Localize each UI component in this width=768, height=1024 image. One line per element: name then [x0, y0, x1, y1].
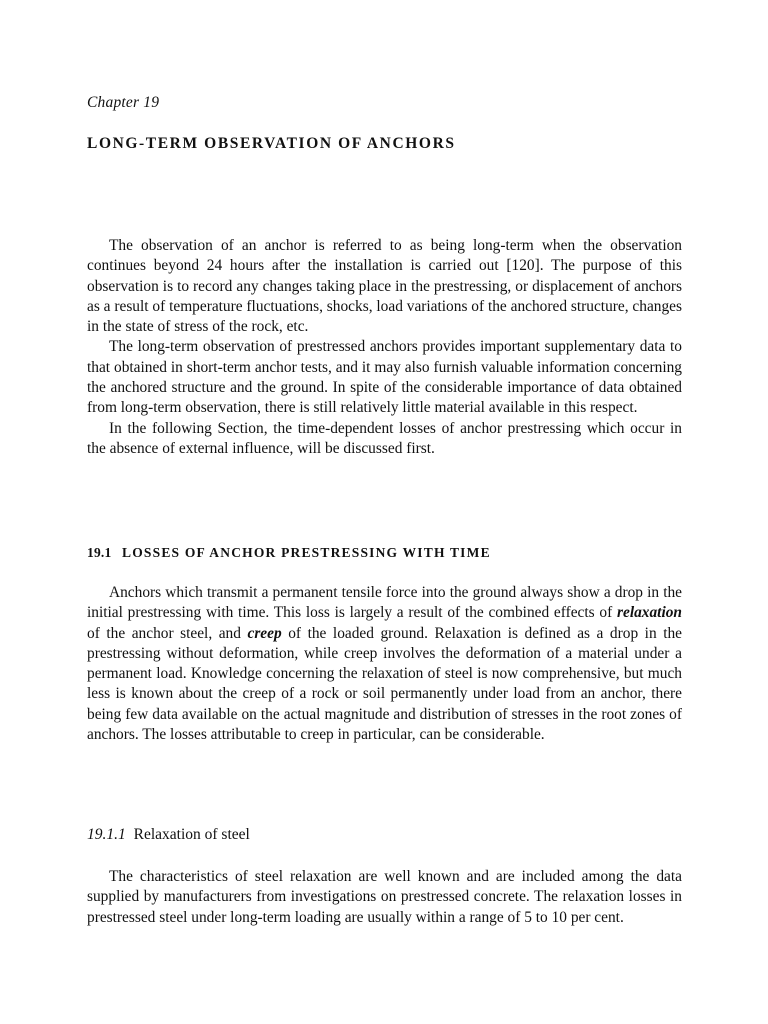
section-title: LOSSES OF ANCHOR PRESTRESSING WITH TIME [122, 545, 491, 560]
section-19-1-1-paragraph: The characteristics of steel relaxation are well known and are included among the data supplied by manufacturers from investigations on prestressed concrete. The relaxation losses in prestressed steel under long-term loading are usually within a range of 5 to 10 per cent. [87, 868, 682, 926]
section-19-1-1-body [87, 867, 682, 928]
chapter-label: Chapter 19 [87, 94, 160, 111]
subsection-heading-19-1-1 [87, 826, 250, 844]
section-number: 19.1 [87, 545, 112, 560]
subsection-title: Relaxation of steel [133, 826, 250, 843]
subsection-number: 19.1.1 [87, 826, 126, 843]
term-creep: creep [247, 624, 282, 642]
term-relaxation: relaxation [617, 604, 682, 622]
section-19-1-paragraph [87, 583, 682, 745]
intro-paragraph-2: The long-term observation of prestressed anchors provides important supplementary data to that obtained in short-term anchor tests, and it may also furnish valuable information concerning the anchored structure and the ground. In spite of the considerable importance of data obtained from long-term observation, there is still relatively little material available in this respect. [87, 338, 682, 417]
text-run: Anchors which transmit a permanent tensile force into the ground always show a drop in the initial prestressing with time. This loss is largely a result of the combined effects of [87, 584, 682, 622]
text-run: of the anchor steel, and [87, 624, 248, 642]
section-heading-19-1 [87, 545, 491, 561]
chapter-title: LONG-TERM OBSERVATION OF ANCHORS [87, 135, 456, 152]
intro-paragraph-3: In the following Section, the time-dependent losses of anchor prestressing which occur in the absence of external influence, will be discussed first. [87, 419, 682, 457]
intro-paragraph-1: The observation of an anchor is referred to as being long-term when the observation continues beyond 24 hours after the installation is carried out [120]. The purpose of this observation is to record any changes taking place in the prestressing, or displacement of anchors as a result of temperature fluctuations, shocks, load variations of the anchored structure, changes in the state of stress of the rock, etc. [87, 237, 682, 336]
intro-section [87, 236, 682, 459]
text-run: of the loaded ground. Relaxation is defined as a drop in the prestressing without deformation, while creep involves the deformation of a material under a permanent load. Knowledge concerning the relaxation of steel is now comprehensive, but much less is known about the creep of a rock or soil permanently under load from an anchor, there being few data available on the actual magnitude and distribution of stresses in the root zones of anchors. The losses attributable to creep in particular, can be considerable. [87, 624, 682, 744]
section-19-1-body [87, 583, 682, 745]
